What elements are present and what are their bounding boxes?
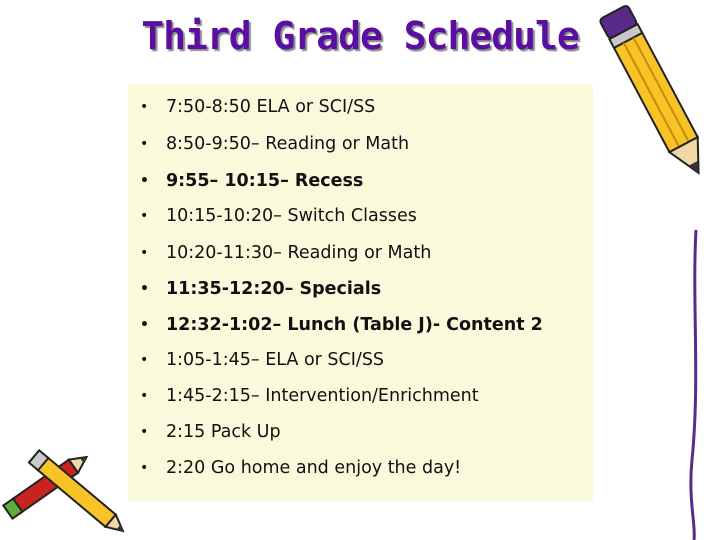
pencil-icon — [596, 0, 720, 540]
list-item-text: 10:15-10:20– Switch Classes — [166, 206, 417, 226]
bullet-icon: • — [140, 281, 149, 297]
list-item — [140, 345, 384, 375]
bullet-icon: • — [140, 208, 149, 224]
bullet-icon: • — [140, 99, 149, 115]
list-item — [140, 310, 543, 340]
list-item — [140, 201, 417, 231]
schedule-panel — [128, 84, 593, 502]
bullet-icon: • — [140, 460, 149, 476]
list-item-text: 2:20 Go home and enjoy the day! — [166, 458, 462, 478]
list-item-text: 2:15 Pack Up — [166, 422, 281, 442]
list-item-text: 1:45-2:15– Intervention/Enrichment — [166, 386, 479, 406]
slide-title: Third Grade Schedule — [141, 14, 579, 58]
list-item-text: 12:32-1:02– Lunch (Table J)- Content 2 — [166, 315, 543, 335]
list-item — [140, 453, 461, 483]
list-item-text: 10:20-11:30– Reading or Math — [166, 243, 432, 263]
list-item-text: 8:50-9:50– Reading or Math — [166, 134, 410, 154]
list-item-text: 1:05-1:45– ELA or SCI/SS — [166, 350, 385, 370]
list-item — [140, 381, 479, 411]
bullet-icon: • — [140, 245, 149, 261]
list-item — [140, 166, 363, 196]
bullet-icon: • — [140, 173, 149, 189]
list-item-text: 7:50-8:50 ELA or SCI/SS — [166, 97, 376, 117]
pencils-icon — [0, 425, 145, 540]
bullet-icon: • — [140, 388, 149, 404]
list-item — [140, 274, 381, 304]
list-item-text: 11:35-12:20– Specials — [166, 279, 382, 299]
bullet-icon: • — [140, 424, 149, 440]
list-item — [140, 417, 281, 447]
bullet-icon: • — [140, 136, 149, 152]
list-item-text: 9:55– 10:15– Recess — [166, 171, 364, 191]
bullet-icon: • — [140, 352, 149, 368]
list-item — [140, 238, 431, 268]
bullet-icon: • — [140, 317, 149, 333]
list-item — [140, 92, 375, 122]
list-item — [140, 129, 409, 159]
